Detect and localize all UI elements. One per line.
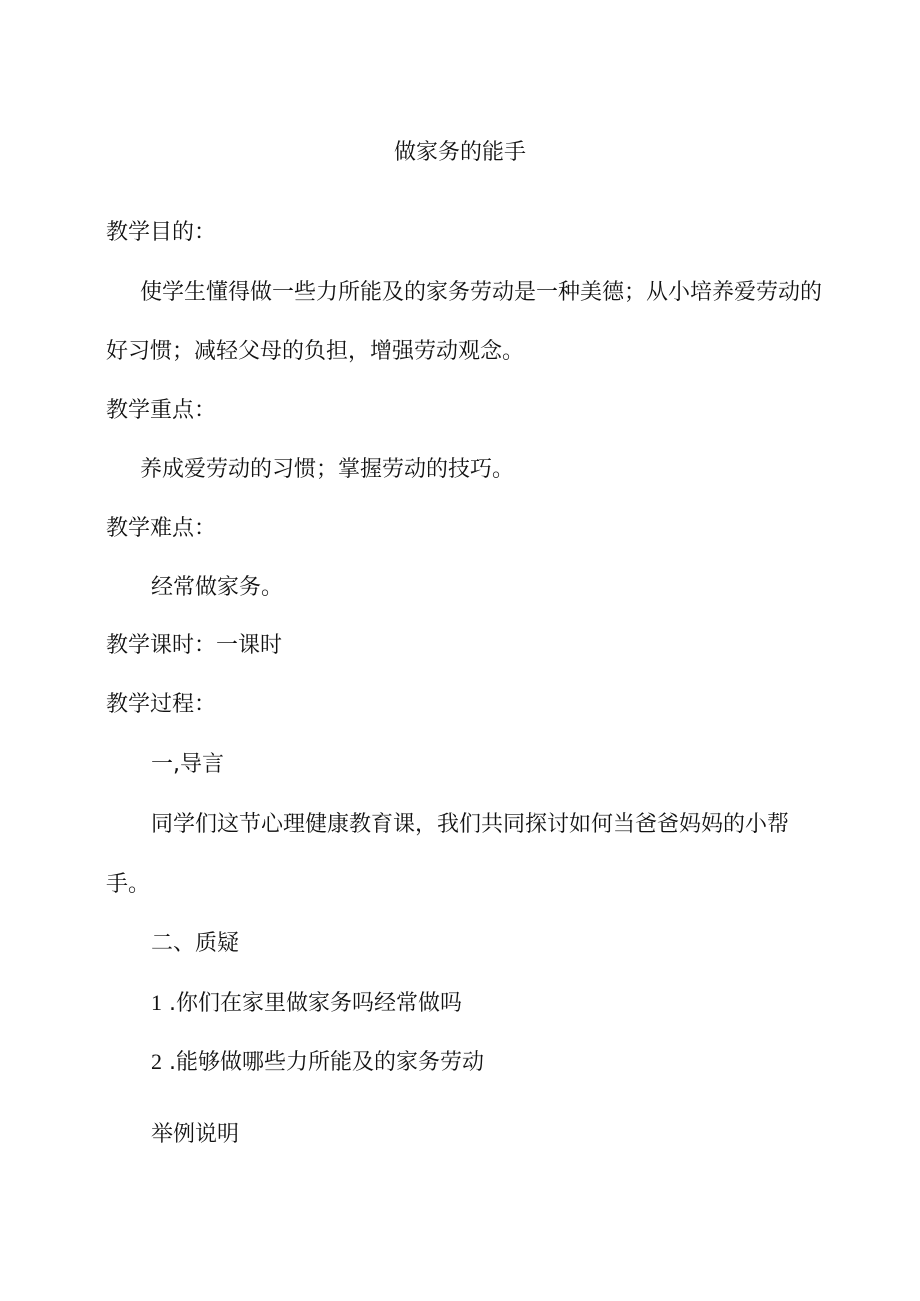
- question-1-number: 1: [151, 990, 162, 1015]
- difficulty-text: 经常做家务。: [151, 575, 284, 600]
- question-1: [151, 988, 462, 1019]
- example-line: 举例说明: [151, 1122, 240, 1147]
- objective-heading: 教学目的：: [106, 220, 217, 245]
- question-2-text: .能够做哪些力所能及的家务劳动: [169, 1050, 484, 1075]
- section-1-text-line-2: 手。: [106, 872, 151, 897]
- question-1-text: .你们在家里做家务吗经常做吗: [169, 991, 462, 1016]
- process-heading: 教学过程：: [106, 692, 217, 717]
- objective-text-line-1: 使学生懂得做一些力所能及的家务劳动是一种美德；从小培养爱劳动的: [140, 280, 823, 305]
- section-1-text-line-1: 同学们这节心理健康教育课，我们共同探讨如何当爸爸妈妈的小帮: [151, 812, 790, 837]
- question-2: [151, 1047, 484, 1078]
- keypoint-text: 养成爱劳动的习惯；掌握劳动的技巧。: [140, 457, 515, 482]
- section-1-title: 一,导言: [151, 752, 224, 777]
- period-line: 教学课时：一课时: [106, 633, 283, 658]
- document-title: 做家务的能手: [393, 140, 526, 165]
- section-2-title: 二、质疑: [151, 931, 240, 956]
- keypoint-heading: 教学重点：: [106, 398, 217, 423]
- difficulty-heading: 教学难点：: [106, 516, 217, 541]
- question-2-number: 2: [151, 1049, 162, 1074]
- objective-text-line-2: 好习惯；减轻父母的负担，增强劳动观念。: [106, 339, 525, 364]
